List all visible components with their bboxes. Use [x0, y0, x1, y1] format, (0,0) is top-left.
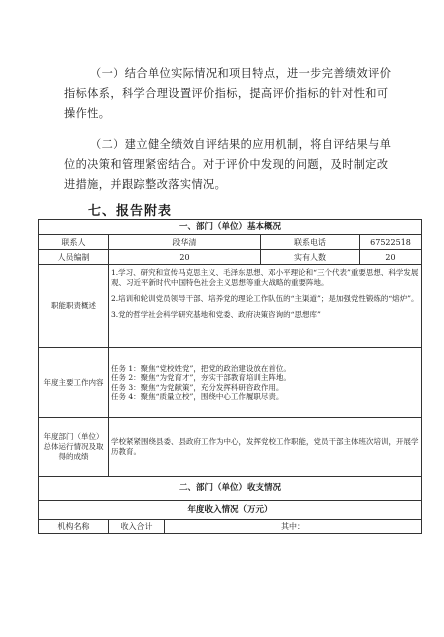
phone-label: 联系电话 [261, 235, 360, 250]
section-title-attachments: 七、报告附表 [88, 204, 173, 219]
work-label: 年度主要工作内容 [39, 348, 109, 418]
contact-value: 段华清 [109, 235, 261, 250]
summary-text: 学校紧紧围绕县委、县政府工作为中心，发挥党校工作职能，党员干部主体班次培训，开展学历教育。 [109, 418, 422, 477]
task-item: 任务 4：聚焦“质量立校”，围绕中心工作履职尽责。 [111, 392, 284, 401]
duty-item: 2.培训和轮训党员领导干部、培养党的理论工作队伍的“主渠道”；是加强党性锻炼的“熔炉”。 [111, 294, 419, 303]
section-header-row [39, 220, 422, 235]
duty-content [109, 265, 422, 348]
income-header-row [39, 520, 422, 534]
duty-item: 3.党的哲学社会科学研究基地和党委、政府决策咨询的“思想库” [111, 310, 321, 319]
staff-label: 人员编制 [39, 250, 109, 265]
income-title: 年度收入情况（万元） [39, 501, 422, 520]
work-row [39, 348, 422, 418]
paragraph-result-application: （二）建立健全绩效自评结果的应用机制，将自评结果与单位的决策和管理紧密结合。对于评价中发现的问题，及时制定改进措施，并跟踪整改落实情况。 [64, 138, 392, 191]
phone-value: 67522518 [360, 235, 422, 250]
staff-value: 20 [109, 250, 261, 265]
section1-title: 一、部门（单位）基本概况 [39, 220, 422, 235]
staff-row [39, 250, 422, 265]
task-list [109, 348, 422, 418]
paragraph-improve-indicators: （一）结合单位实际情况和项目特点，进一步完善绩效评价指标体系，科学合理设置评价指标，提高评价指标的针对性和可操作性。 [64, 67, 392, 120]
section2-title: 二、部门（单位）收支情况 [39, 477, 422, 501]
actual-value: 20 [360, 250, 422, 265]
actual-label: 实有人数 [261, 250, 360, 265]
task-item: 任务 1：聚焦“党校姓党”，把党的政治建设放在首位。 [111, 363, 291, 373]
duty-item: 1.学习、研究和宣传马克思主义、毛泽东思想、邓小平理论和“三个代表”重要思想、科学发展观、习近平新时代中国特色社会主义思想等重大战略的重要阵地。 [111, 268, 419, 287]
col-income-total: 收入合计 [109, 520, 165, 534]
task-item: 任务 2：聚焦“为党育才”，夯实干部教育培训主阵地。 [111, 373, 291, 382]
col-among: 其中： [165, 520, 422, 534]
summary-label: 年度部门（单位）总体运行情况及取得的成绩 [39, 418, 109, 477]
duty-row [39, 265, 422, 348]
contact-row [39, 235, 422, 250]
contact-label: 联系人 [39, 235, 109, 250]
section2-header-row [39, 477, 422, 501]
summary-row [39, 418, 422, 477]
task-item: 任务 3：聚焦“为党献策”，充分发挥科研咨政作用。 [111, 382, 284, 392]
col-org-name: 机构名称 [39, 520, 109, 534]
duty-label: 职能职责概述 [39, 265, 109, 348]
report-attachment-table [38, 219, 422, 534]
income-title-row [39, 501, 422, 520]
